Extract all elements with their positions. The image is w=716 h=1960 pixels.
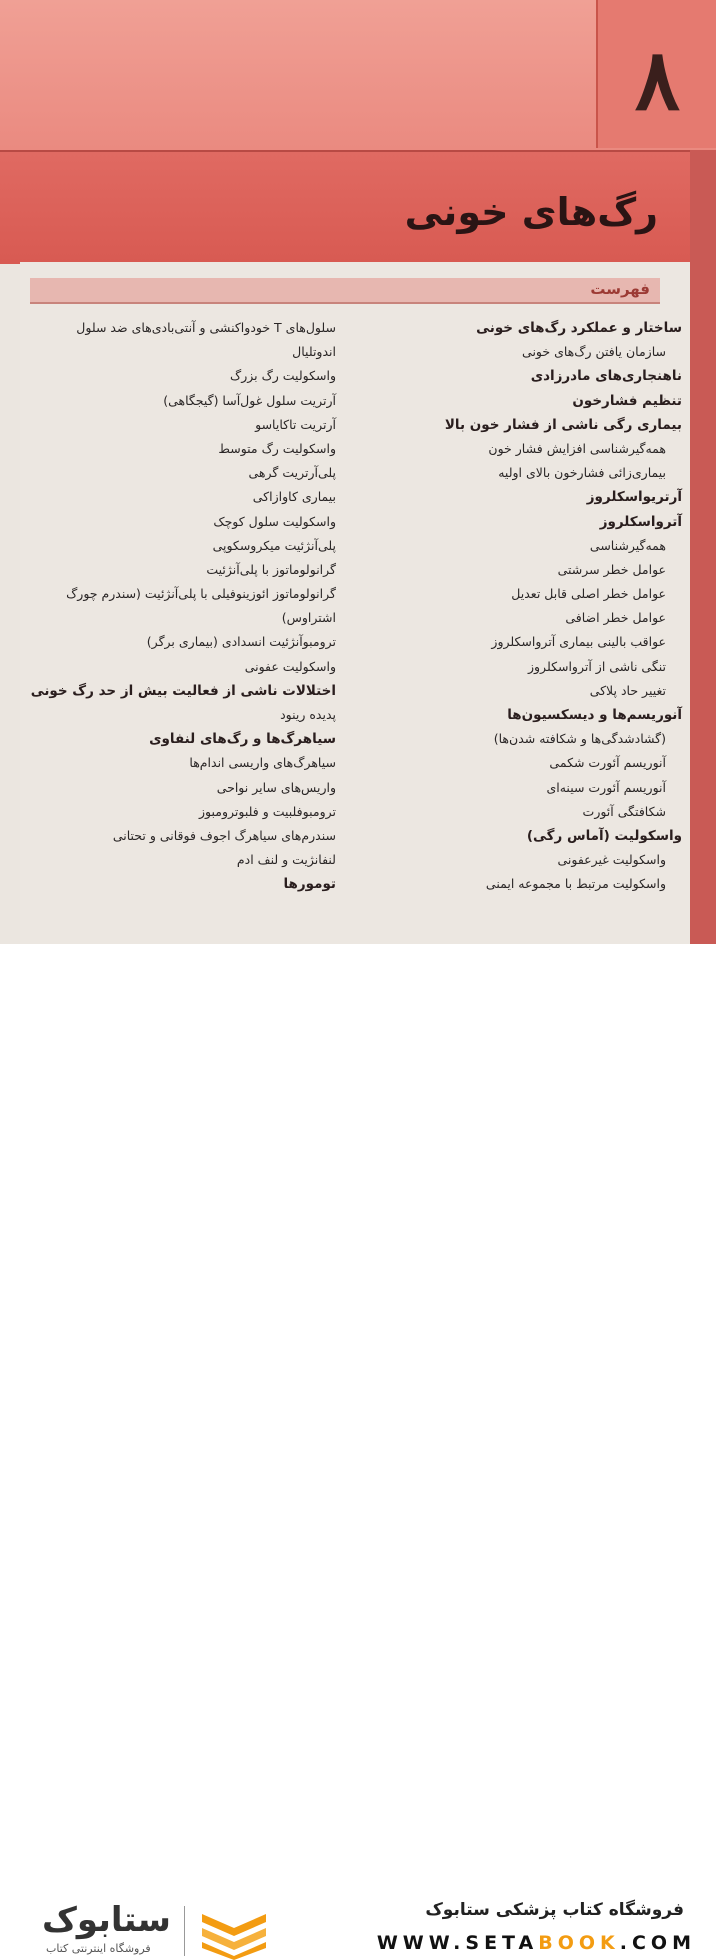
toc-entry: گرانولوماتوز ائوزینوفیلی با پلی‌آنژئیت (سندرم چورگ [66, 586, 336, 602]
toc-entry: آرتریت سلول غول‌آسا (گیجگاهی) [163, 392, 336, 408]
toc-heading: واسکولیت (آماس رگی) [526, 827, 682, 844]
toc-entry: آنوریسم آئورت شکمی [549, 755, 666, 771]
toc-entry: واسکولیت سلول کوچک [213, 513, 336, 529]
logo-divider [184, 1906, 185, 1956]
toc-entry: (گشادشدگی‌ها و شکافته شدن‌ها) [493, 731, 666, 747]
toc-entry: عواقب بالینی بیماری آترواسکلروز [491, 634, 666, 650]
toc-entry: پلی‌آنژئیت میکروسکوپی [212, 537, 336, 553]
toc-entry: لنفانژیت و لنف ادم [236, 852, 336, 868]
toc-heading: آنوریسم‌ها و دیسکسیون‌ها [507, 707, 682, 723]
toc-entry: همه‌گیرشناسی افزایش فشار خون [488, 440, 666, 456]
toc-entry: واسکولیت غیرعفونی [557, 852, 666, 868]
toc-entry: واریس‌های سایر نواحی [216, 779, 336, 795]
book-page [0, 0, 716, 944]
toc-entry: سازمان یافتن رگ‌های خونی [522, 344, 666, 360]
toc-entry: واسکولیت عفونی [244, 658, 336, 674]
chapter-title: رگ‌های خونی [404, 190, 658, 234]
toc-entry: آرتریت تاکایاسو [255, 416, 336, 432]
toc-entry: تنگی ناشی از آترواسکلروز [527, 658, 666, 674]
book-stack-logo-icon [196, 1904, 272, 1960]
toc-header [30, 278, 660, 304]
chapter-number: ۸ [634, 30, 680, 129]
toc-heading: تومورها [283, 876, 336, 893]
toc-entry: واسکولیت رگ متوسط [218, 440, 336, 456]
toc-entry: سندرم‌های سیاهرگ اجوف فوقانی و تحتانی [112, 827, 336, 843]
toc-heading: بیماری رگی ناشی از فشار خون بالا [444, 416, 682, 433]
store-url[interactable] [377, 1932, 696, 1954]
toc-heading: تنظیم فشارخون [572, 392, 682, 409]
toc-entry: همه‌گیرشناسی [589, 537, 666, 553]
toc-entry: عوامل خطر اصلی قابل تعدیل [511, 586, 666, 602]
toc-heading: آرتریواسکلروز [586, 489, 682, 506]
toc-entry: پلی‌آرتریت گرهی [248, 465, 336, 481]
toc-entry: سیاهرگ‌های واریسی اندام‌ها [189, 755, 336, 771]
toc-left-column [30, 316, 336, 897]
toc-heading: آترواسکلروز [599, 513, 682, 530]
toc-label: فهرست [590, 280, 650, 298]
logo-tagline: فروشگاه اینترنتی کتاب [46, 1942, 151, 1955]
toc-entry: عوامل خطر اضافی [565, 610, 666, 626]
toc-entry: پدیده رینود [280, 707, 336, 722]
side-strip [690, 150, 716, 944]
toc-heading: ناهنجاری‌های مادرزادی [530, 368, 682, 385]
toc-right-column [352, 316, 682, 897]
toc-entry: واسکولیت مرتبط با مجموعه ایمنی [485, 876, 666, 892]
url-part-1: WWW.SETA [376, 1932, 539, 1954]
toc-entry: ترومبوفلبیت و فلبوترومبوز [199, 803, 336, 819]
toc-entry: بیماری کاوازاکی [252, 489, 336, 505]
footer-banner [0, 944, 716, 1955]
toc-entry: آنوریسم آئورت سینه‌ای [546, 779, 666, 795]
toc-entry: شکافتگی آئورت [582, 803, 666, 819]
toc-entry: بیماری‌زائی فشارخون بالای اولیه [498, 465, 666, 481]
toc-heading: سیاهرگ‌ها و رگ‌های لنفاوی [149, 731, 336, 748]
logo-name: ستابوک [42, 1900, 171, 1940]
toc-entry: ترومبوآنژئیت انسدادی (بیماری برگر) [146, 634, 336, 650]
toc-entry: عوامل خطر سرشتی [557, 561, 666, 577]
toc-entry: اشتراوس) [281, 610, 336, 626]
toc-entry: گرانولوماتوز با پلی‌آنژئیت [206, 561, 336, 577]
toc-heading: ساختار و عملکرد رگ‌های خونی [476, 320, 682, 336]
toc-entry: سلول‌های T خودواکنشی و آنتی‌بادی‌های ضد سلول [76, 320, 336, 335]
toc-entry: تغییر حاد پلاکی [589, 682, 666, 698]
url-part-3: .COM [619, 1932, 696, 1954]
toc-entry: اندوتلیال [292, 344, 336, 360]
url-part-2: BOOK [538, 1932, 620, 1954]
toc-entry: واسکولیت رگ بزرگ [230, 368, 336, 384]
toc-heading: اختلالات ناشی از فعالیت بیش از حد رگ خونی [30, 682, 336, 699]
store-name: فروشگاه کتاب پزشکی ستابوک [425, 1900, 684, 1920]
